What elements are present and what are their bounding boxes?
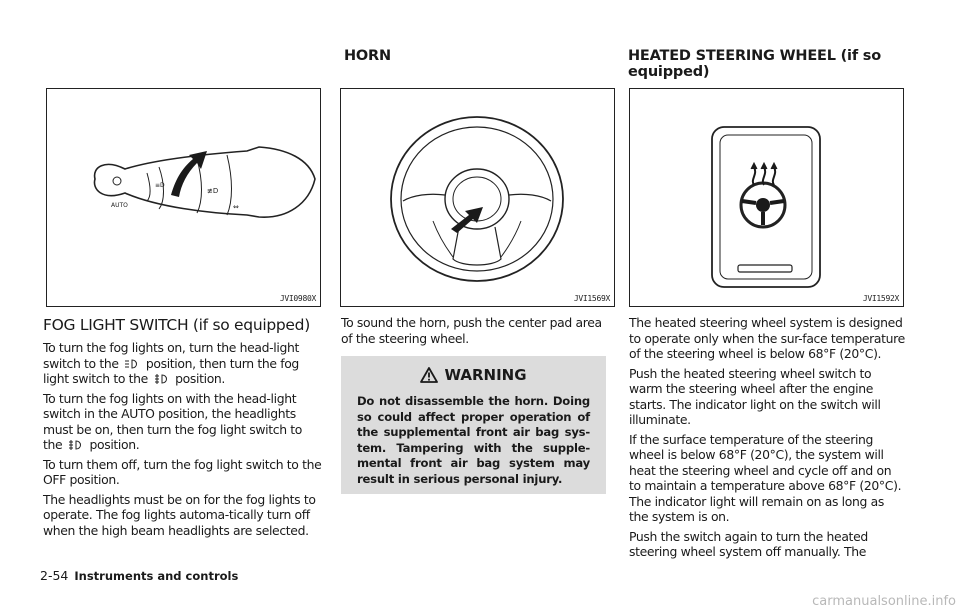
heated-steering-header: HEATED STEERING WHEEL (if so equipped) bbox=[628, 48, 881, 80]
svg-text:⇔: ⇔ bbox=[233, 203, 239, 211]
warning-text: Do not disassemble the horn. Doing so could affect proper operation of the supplemental front air bag sys-tem. Tampering with the supple-mental front air bag system may result in serious personal injury. bbox=[357, 394, 590, 486]
heated-switch-illustration bbox=[630, 89, 903, 306]
heated-p3: If the surface temperature of the steering wheel is below 68°F (20°C), the system will heat the steering wheel and cycle off and on to maintain a temperature above 68°F (20°C). The indicator light will remain on as long as the system is on. bbox=[629, 431, 902, 524]
steering-wheel-illustration bbox=[341, 89, 614, 306]
heated-p1: The heated steering wheel system is designed to operate only when the sur-face temperature of the steering wheel is below 68°F (20°C). bbox=[629, 315, 905, 361]
fog-p3: To turn them off, turn the fog light switch to the OFF position. bbox=[43, 456, 322, 487]
fog-p2b: position. bbox=[89, 437, 140, 452]
svg-text:≢D: ≢D bbox=[207, 187, 219, 195]
figure-code: JVI1592X bbox=[862, 294, 899, 303]
horn-header: HORN bbox=[344, 48, 391, 64]
heated-p2: Push the heated steering wheel switch to warm the steering wheel after the engine starts. The indicator light on the switch will illuminate. bbox=[629, 365, 881, 427]
heated-switch-figure bbox=[629, 88, 904, 307]
page-number: 2-54 bbox=[40, 568, 69, 583]
svg-text:AUTO: AUTO bbox=[111, 202, 128, 209]
chapter-title: Instruments and controls bbox=[74, 569, 239, 583]
horn-section-text bbox=[341, 315, 607, 350]
horn-p1: To sound the horn, push the center pad area of the steering wheel. bbox=[341, 315, 602, 346]
fog-p2a: To turn the fog lights on with the head-light switch in the AUTO position, the headlights must be on, then turn the fog light switch to the bbox=[43, 390, 303, 452]
heated-section-text bbox=[629, 315, 906, 564]
fog-light-stalk-illustration bbox=[47, 89, 320, 306]
figure-code: JVI0980X bbox=[279, 294, 316, 303]
horn-figure bbox=[340, 88, 615, 307]
svg-text:≡D: ≡D bbox=[155, 182, 165, 189]
fog-rear-icon bbox=[66, 439, 86, 451]
fog-section-title: FOG LIGHT SWITCH (if so equipped) bbox=[43, 316, 310, 334]
warning-icon bbox=[420, 367, 438, 383]
watermark: carmanualsonline.info bbox=[812, 594, 956, 609]
fog-light-figure bbox=[46, 88, 321, 307]
fog-p1c: position. bbox=[175, 371, 226, 386]
fog-p4: The headlights must be on for the fog lights to operate. The fog lights automa-tically turn off when the high beam headlights are selected. bbox=[43, 491, 316, 538]
warning-title: WARNING bbox=[444, 366, 527, 384]
fog-p1a: To turn the fog lights on, turn the head-light switch to the bbox=[43, 340, 299, 371]
fog-front-icon bbox=[122, 358, 142, 370]
fog-rear-icon bbox=[152, 373, 172, 385]
figure-code: JVI1569X bbox=[573, 294, 610, 303]
fog-section-text bbox=[43, 340, 323, 542]
fog-p1b: position, then turn the fog light switch to the bbox=[43, 355, 299, 386]
warning-box bbox=[341, 356, 606, 494]
page-footer bbox=[40, 568, 238, 583]
warning-heading bbox=[357, 366, 590, 384]
heated-p4: Push the switch again to turn the heated steering wheel system off manually. The bbox=[629, 528, 868, 559]
